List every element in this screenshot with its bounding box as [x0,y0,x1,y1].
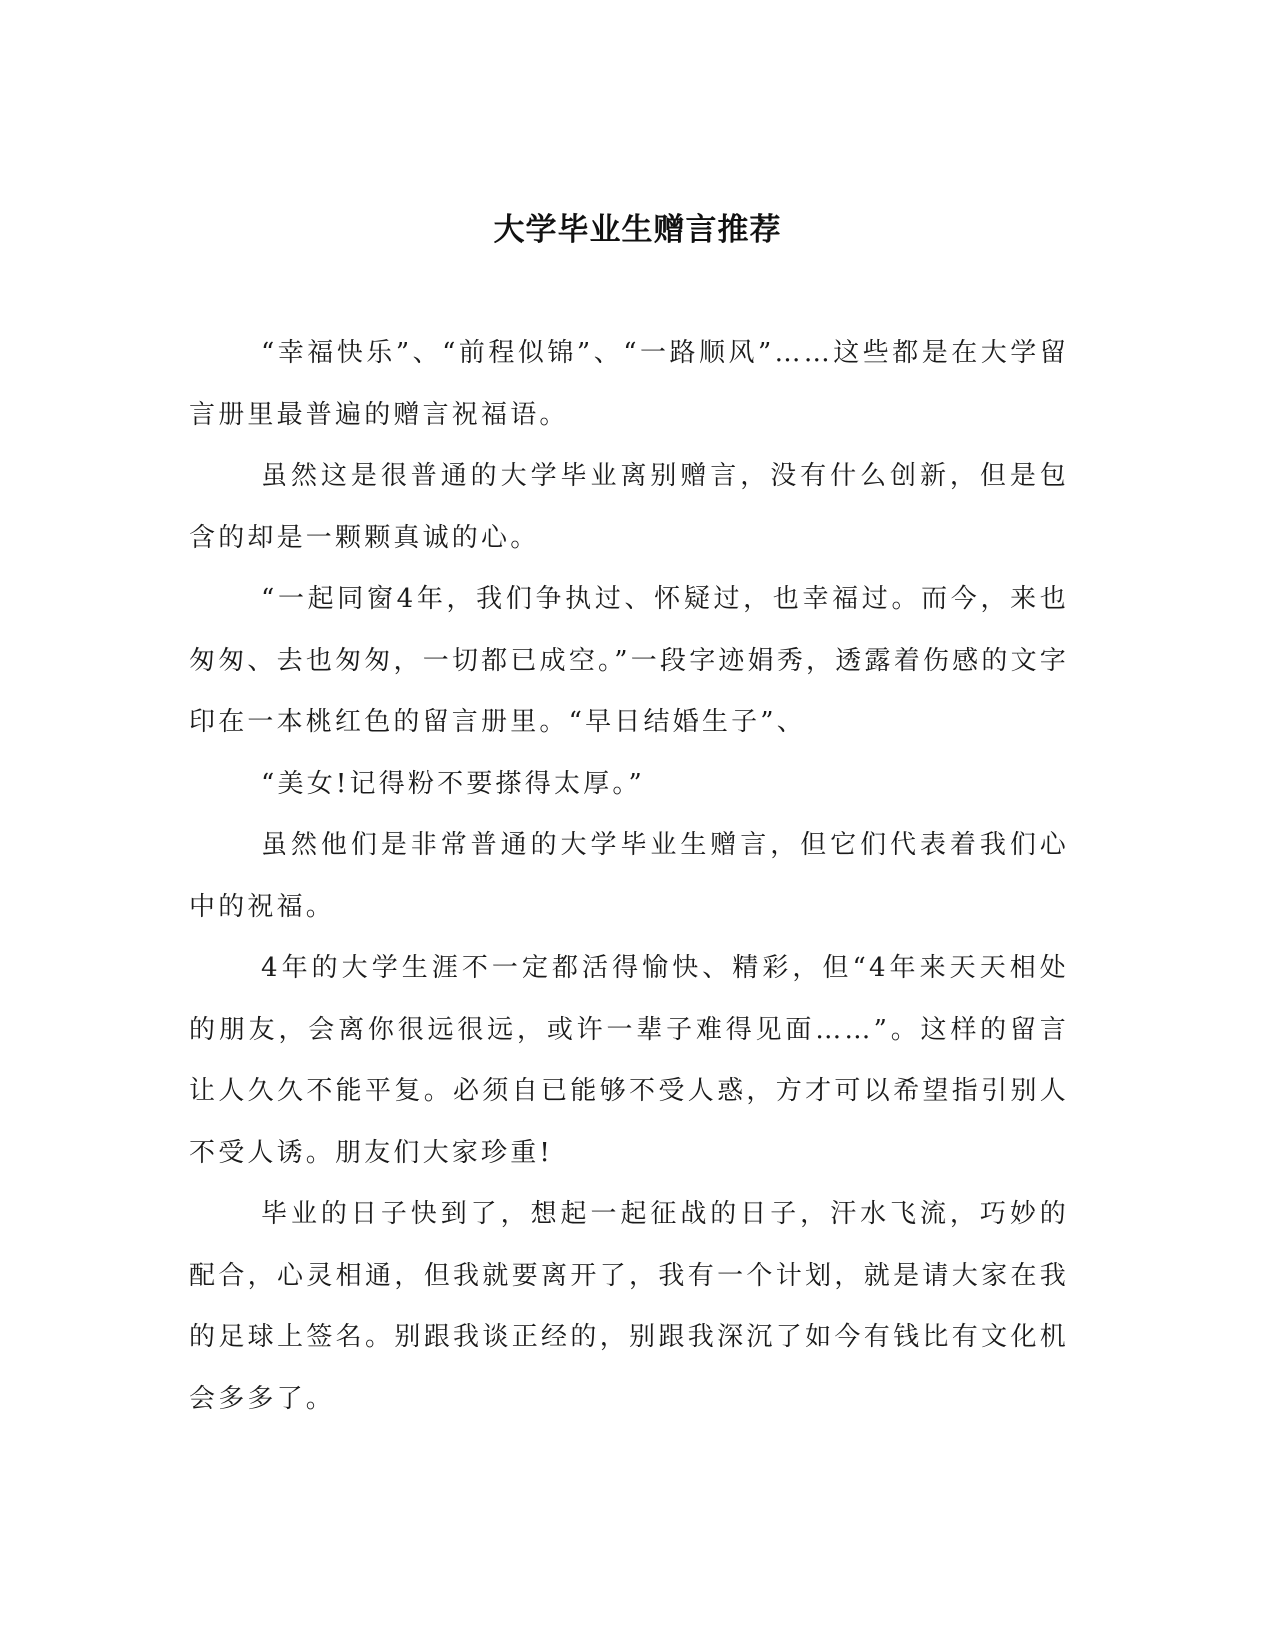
paragraph-2: 虽然这是很普通的大学毕业离别赠言，没有什么创新，但是包含的却是一颗颗真诚的心。 [189,461,1069,553]
paragraph-3: “一起同窗4年，我们争执过、怀疑过，也幸福过。而今，来也匆匆、去也匆匆，一切都已成空。”一段字迹娟秀，透露着伤感的文字印在一本桃红色的留言册里。“早日结婚生子”、 [189,584,1069,737]
paragraph-1: “幸福快乐”、“前程似锦”、“一路顺风”……这些都是在大学留言册里最普遍的赠言祝福语。 [189,338,1069,430]
document-body [189,323,1069,1430]
paragraph-6: 4年的大学生涯不一定都活得愉快、精彩，但“4年来天天相处的朋友，会离你很远很远，或许一辈子难得见面……”。这样的留言让人久久不能平复。必须自已能够不受人惑，方才可以希望指引别人不受人诱。朋友们大家珍重! [189,953,1069,1168]
paragraph-4: “美女!记得粉不要搽得太厚。” [261,768,646,799]
paragraph-7: 毕业的日子快到了，想起一起征战的日子，汗水飞流，巧妙的配合，心灵相通，但我就要离开了，我有一个计划，就是请大家在我的足球上签名。别跟我谈正经的，别跟我深沉了如今有钱比有文化机会多多了。 [189,1199,1069,1414]
document-title: 大学毕业生赠言推荐 [493,212,782,248]
paragraph-5: 虽然他们是非常普通的大学毕业生赠言，但它们代表着我们心中的祝福。 [189,830,1069,922]
